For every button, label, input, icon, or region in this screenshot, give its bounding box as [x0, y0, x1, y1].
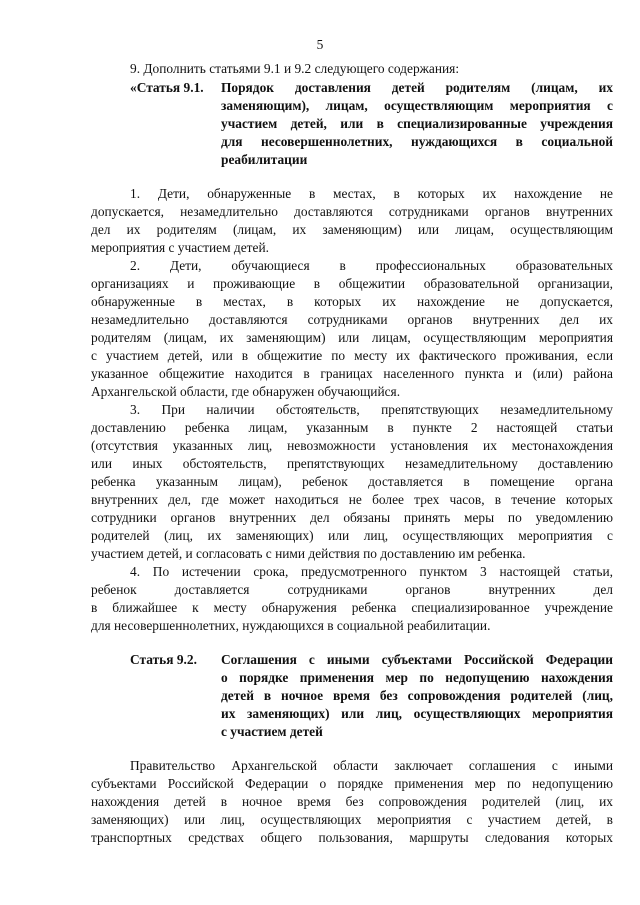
paragraph-2-line: обнаруженные в местах, в которых их нахождение не допускается,	[91, 294, 613, 309]
paragraph-2-line: с участием детей, или в общежитие по месту их фактического проживания, если	[91, 348, 613, 363]
paragraph-2-line: указанное общежитие находится в границах населенного пункта и (или) района	[91, 366, 613, 381]
article-9-2-heading-line: Соглашения с иными субъектами Российской Федерации	[221, 652, 613, 667]
paragraph-2-line: родителям (лицам, их заменяющим) или лицам, осуществляющим мероприятия	[91, 330, 613, 345]
paragraph-3-line: участием детей, и согласовать с ними действия по доставлению им ребенка.	[91, 546, 526, 561]
article-9-2-heading-line: с участием детей	[221, 724, 323, 739]
paragraph-3-line: или иных обстоятельств, препятствующих незамедлительному доставлению	[91, 456, 613, 471]
paragraph-2-line: организациях и проживающие в общежитии образовательной организации,	[91, 276, 613, 291]
article-9-2-label: Статья 9.2.	[130, 652, 197, 667]
paragraph-4-line: для несовершеннолетних, нуждающихся в социальной реабилитации.	[91, 618, 491, 633]
article-9-2-paragraph-line: заменяющих) или лиц, осуществляющих мероприятия с участием детей, в	[91, 812, 613, 827]
paragraph-3-line: 3. При наличии обстоятельств, препятствующих незамедлительному	[130, 402, 613, 417]
paragraph-4-line: 4. По истечении срока, предусмотренного пунктом 3 настоящей статьи,	[130, 564, 613, 579]
article-9-1-heading-line: реабилитации	[221, 152, 308, 167]
paragraph-1-line: 1. Дети, обнаруженные в местах, в которых их нахождение не	[130, 186, 613, 201]
article-9-2-paragraph-line: Правительство Архангельской области заключает соглашения с иными	[130, 758, 613, 773]
article-9-2-heading-line: их заменяющих) или лиц, осуществляющих мероприятия	[221, 706, 613, 721]
paragraph-3-line: ребенка указанным лицам), ребенок доставляется в помещение органа	[91, 474, 613, 489]
paragraph-3-line: сотрудники органов внутренних дел обязаны принять меры по уведомлению	[91, 510, 613, 525]
paragraph-3-line: родителей (лиц, их заменяющих) или лиц, осуществляющих мероприятия с	[91, 528, 613, 543]
paragraph-4-line: в ближайшее к месту обнаружения ребенка специализированное учреждение	[91, 600, 613, 615]
paragraph-1-line: мероприятия с участием детей.	[91, 240, 269, 255]
article-9-2-heading-line: детей в ночное время без сопровождения родителей (лиц,	[221, 688, 613, 703]
article-9-2-heading-line: о порядке применения мер по недопущению нахождения	[221, 670, 613, 685]
article-9-1-heading-line: участием детей, или в специализированные учреждения	[221, 116, 613, 131]
article-9-2-paragraph-line: субъектами Российской Федерации о порядке применения мер по недопущению	[91, 776, 613, 791]
paragraph-3-line: внутренних дел, где может находиться не более трех часов, в течение которых	[91, 492, 613, 507]
paragraph-4-line: ребенок доставляется сотрудниками органов внутренних дел	[91, 582, 613, 597]
paragraph-2-line: 2. Дети, обучающиеся в профессиональных образовательных	[130, 258, 613, 273]
paragraph-3-line: доставлению ребенка лицам, указанным в пункте 2 настоящей статьи	[91, 420, 613, 435]
paragraph-2-line: Архангельской области, где обнаружен обучающийся.	[91, 384, 401, 399]
article-9-1-heading-line: заменяющим), лицам, осуществляющим мероприятия с	[221, 98, 613, 113]
paragraph-3-line: (отсутствия указанных лиц, невозможности установления их местонахождения	[91, 438, 613, 453]
article-9-1-heading-line: для несовершеннолетних, нуждающихся в социальной	[221, 134, 613, 149]
paragraph-2-line: незамедлительно доставляются сотрудниками органов внутренних дел их	[91, 312, 613, 327]
article-9-1-label: «Статья 9.1.	[130, 80, 204, 95]
article-9-2-paragraph-line: нахождения детей в ночное время без сопровождения родителей (лиц, их	[91, 794, 613, 809]
article-9-1-heading-line: Порядок доставления детей родителям (лицам, их	[221, 80, 613, 95]
paragraph-1-line: дел их родителям (лицам, их заменяющим) или лицам, осуществляющим	[91, 222, 613, 237]
intro-line: 9. Дополнить статьями 9.1 и 9.2 следующего содержания:	[130, 61, 460, 76]
article-9-2-paragraph-line: транспортных средствах общего пользования, маршруты следования которых	[91, 830, 613, 845]
page-number: 5	[316, 37, 324, 52]
paragraph-1-line: допускается, незамедлительно доставляются сотрудниками органов внутренних	[91, 204, 613, 219]
